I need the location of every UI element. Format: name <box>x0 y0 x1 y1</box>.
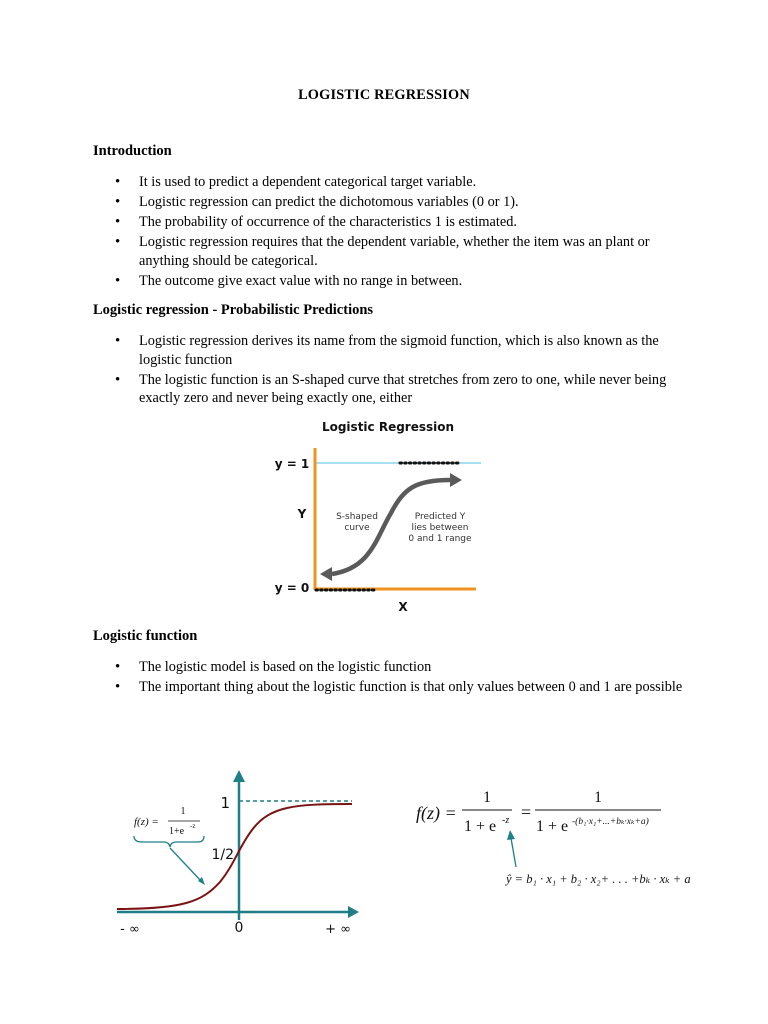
y-equals-one-label: y = 1 <box>274 457 310 471</box>
section-heading-logistic-function: Logistic function <box>93 628 198 644</box>
curve-note-line: S-shaped <box>336 512 378 522</box>
yhat-pointer-line <box>511 838 516 867</box>
range-note-line: lies between <box>411 523 469 533</box>
second-denominator: 1 + e <box>536 818 569 835</box>
zero-label: 0 <box>234 920 244 936</box>
yhat-equation: ŷ = b₁ · x₁ + b₂ · x₂+ . . . +bₖ · xₖ + a <box>506 872 691 886</box>
list-item: • The logistic model is based on the logistic function <box>93 658 683 677</box>
positive-infinity-label: + ∞ <box>325 922 351 937</box>
one-label: 1 <box>220 794 230 812</box>
range-note-line: Predicted Y <box>414 512 466 522</box>
first-denominator: 1 + e <box>464 818 497 835</box>
logistic-formula <box>412 780 712 890</box>
introduction-list <box>93 173 683 292</box>
first-exponent: -z <box>502 815 510 826</box>
list-item: • The outcome give exact value with no range in between. <box>93 272 683 291</box>
sigmoid-plot <box>112 762 362 942</box>
list-item: • Logistic regression derives its name from the sigmoid function, which is also known as the logistic function <box>93 332 683 369</box>
y-axis-arrowhead <box>233 770 245 782</box>
formula-brace <box>134 836 204 847</box>
section-heading-probabilistic-predictions: Logistic regression - Probabilistic Predictions <box>93 302 374 318</box>
formula-numerator: 1 <box>180 806 186 817</box>
negative-infinity-label: - ∞ <box>120 922 140 937</box>
list-item: • The probability of occurrence of the characteristics 1 is estimated. <box>93 213 683 232</box>
second-exponent: -(b₁·x₁+...+bₖ·xₖ+a) <box>572 817 649 827</box>
section-heading-introduction: Introduction <box>93 143 172 159</box>
x-axis-label: X <box>398 600 408 614</box>
half-label: 1/2 <box>211 847 234 863</box>
formula-lhs: f(z) = <box>416 803 457 823</box>
list-item: • The logistic function is an S-shaped curve that stretches from zero to one, while never being exactly zero and never being exactly one, either <box>93 371 683 408</box>
formula-exponent: -z <box>190 822 196 830</box>
equals-sign: = <box>521 802 532 822</box>
x-axis-arrowhead <box>348 906 359 918</box>
logistic-function-list <box>93 658 683 698</box>
y-equals-zero-label: y = 0 <box>274 581 310 595</box>
probabilistic-list <box>93 332 683 409</box>
list-item: • Logistic regression can predict the dichotomous variables (0 or 1). <box>93 193 683 212</box>
logistic-regression-diagram <box>236 418 532 616</box>
first-numerator: 1 <box>483 789 491 806</box>
y-axis-label: Y <box>297 507 307 521</box>
formula-denominator: 1+e <box>169 826 185 837</box>
list-item: • It is used to predict a dependent categorical target variable. <box>93 173 683 192</box>
page-title: LOGISTIC REGRESSION <box>298 87 470 103</box>
yhat-pointer-arrowhead <box>507 830 515 840</box>
second-numerator: 1 <box>594 789 602 806</box>
list-item: • The important thing about the logistic function is that only values between 0 and 1 are possible <box>93 678 683 697</box>
list-item: • Logistic regression requires that the dependent variable, whether the item was an plant or anything should be categorical. <box>93 233 683 270</box>
formula-lhs: f(z) = <box>134 816 159 828</box>
formula-pointer-line <box>170 848 201 881</box>
curve-note-line: curve <box>344 523 370 533</box>
diagram-title: Logistic Regression <box>321 420 455 434</box>
range-note-line: 0 and 1 range <box>408 534 472 544</box>
